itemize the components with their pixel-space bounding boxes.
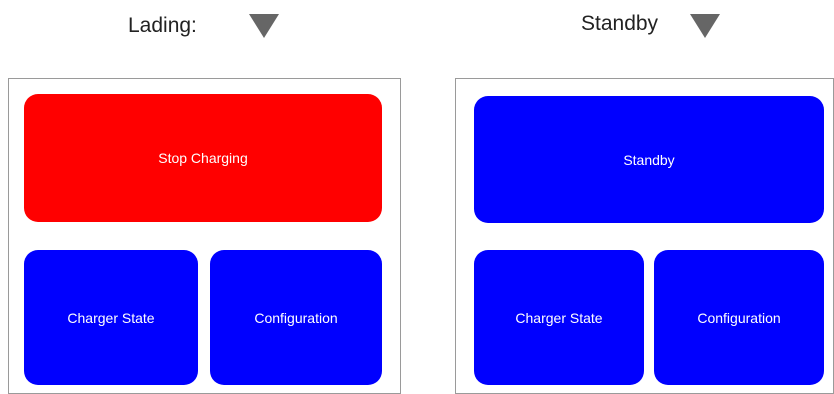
charging-screen-panel — [8, 78, 401, 394]
triangle-down-icon — [690, 14, 720, 38]
charger-state-button[interactable]: Charger State — [24, 250, 198, 385]
configuration-button[interactable]: Configuration — [210, 250, 382, 385]
standby-screen-panel — [455, 78, 834, 394]
charger-state-button[interactable]: Charger State — [474, 250, 644, 385]
standby-state-label: Standby — [581, 12, 659, 35]
standby-button[interactable]: Standby — [474, 96, 824, 223]
triangle-down-icon — [249, 14, 279, 38]
configuration-button[interactable]: Configuration — [654, 250, 824, 385]
stop-charging-button[interactable]: Stop Charging — [24, 94, 382, 222]
lading-state-label: Lading: — [128, 14, 197, 37]
